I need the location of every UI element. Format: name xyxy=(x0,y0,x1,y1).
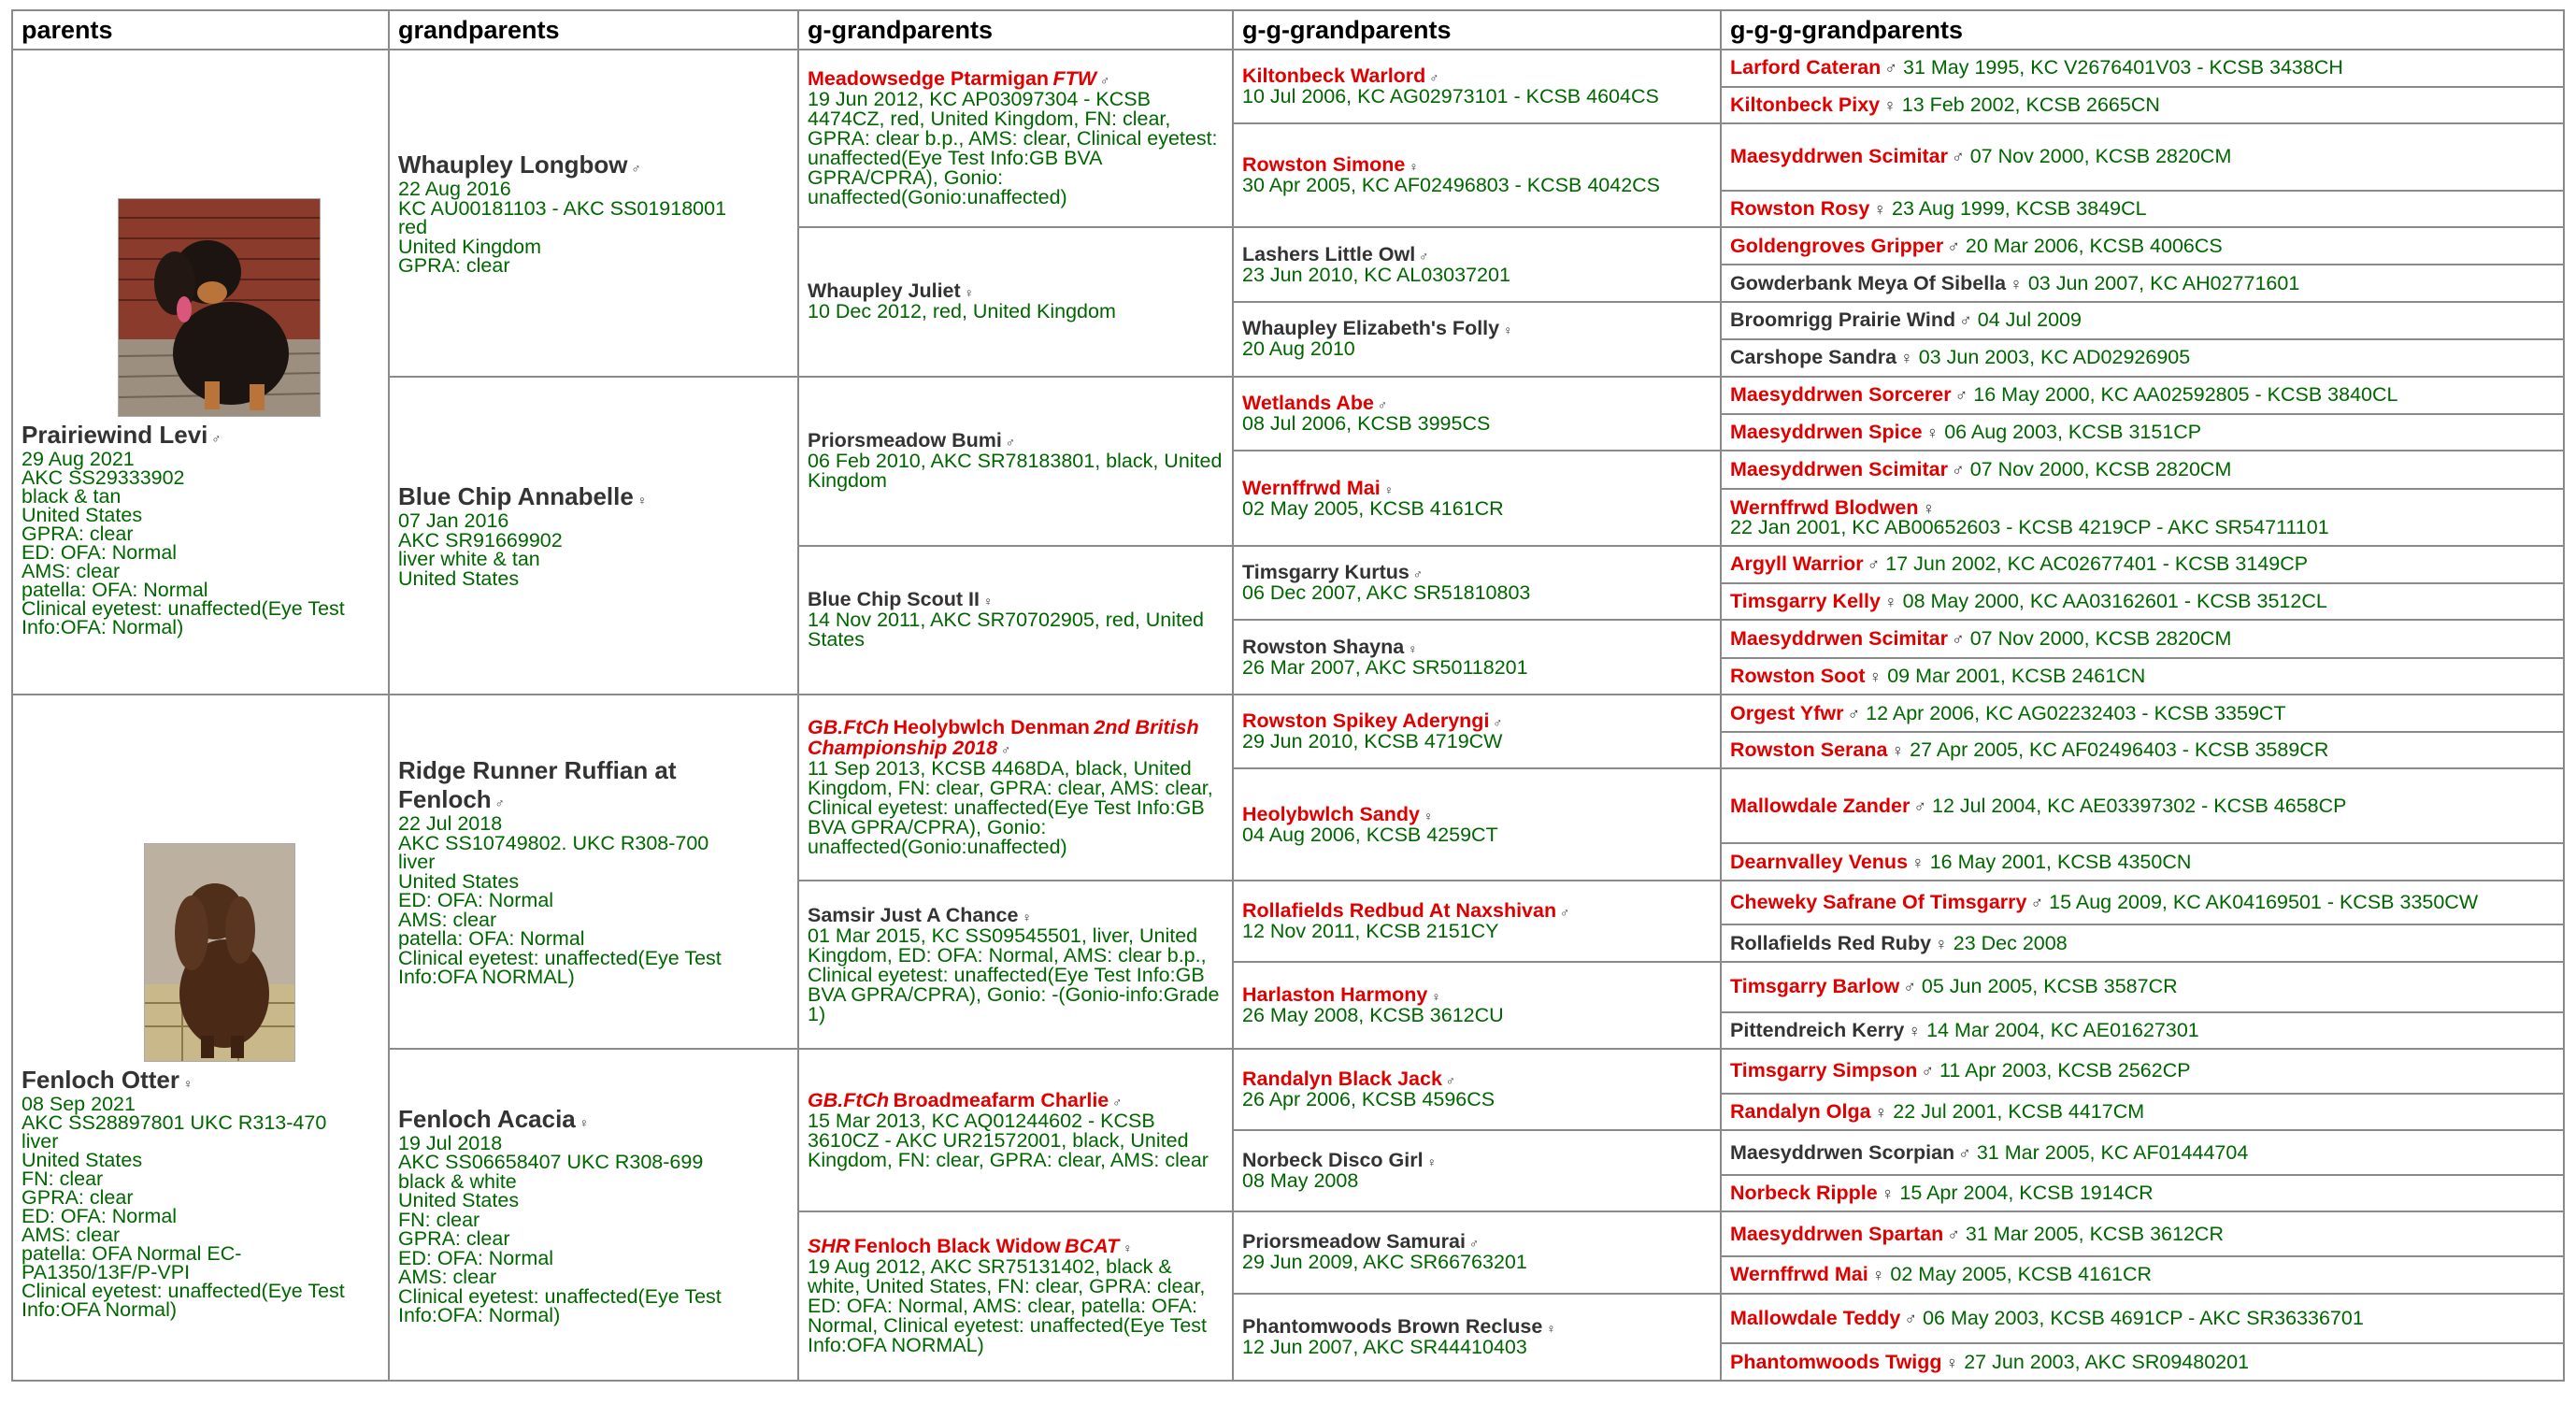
g-g-g-grandparent-name[interactable]: Maesyddrwen Scorpian xyxy=(1730,1140,1955,1164)
header-parents: parents xyxy=(12,10,389,50)
g-g-g-grandparent-details: 16 May 2000, KC AA02592805 - KCSB 3840CL xyxy=(1973,383,2398,407)
male-icon: ♂ xyxy=(1947,236,1960,256)
grandparent-name[interactable]: Blue Chip Annabelle xyxy=(398,482,634,511)
g-g-g-grandparent-cell xyxy=(1721,1012,2564,1050)
g-g-grandparent-details: 30 Apr 2005, KC AF02496803 - KCSB 4042CS xyxy=(1242,174,1661,197)
g-g-g-grandparent-details: 07 Nov 2000, KCSB 2820CM xyxy=(1969,457,2232,480)
grandparent-details: 22 Jul 2018 AKC SS10749802. UKC R308-700 liver United States ED: OFA: Normal AMS: clear patella: OFA: Normal Clinical eyetest: unaffected(Eye Test Info:OFA NORMAL) xyxy=(398,812,722,989)
dam-name[interactable]: Fenloch Otter xyxy=(21,1065,180,1094)
g-g-g-grandparent-details: 05 Jun 2005, KCSB 3587CR xyxy=(1921,975,2178,998)
g-g-g-grandparent-cell xyxy=(1721,843,2564,881)
g-g-grandparent-cell xyxy=(1233,768,1721,881)
g-g-grandparent-name[interactable]: Norbeck Disco Girl xyxy=(1242,1149,1424,1172)
g-g-g-grandparent-name[interactable]: Argyll Warrior xyxy=(1730,552,1864,576)
g-g-g-grandparent-cell xyxy=(1721,1049,2564,1094)
g-g-grandparent-cell xyxy=(1233,1211,1721,1293)
g-g-g-grandparent-details: 22 Jul 2001, KCSB 4417CM xyxy=(1893,1100,2145,1123)
g-g-g-grandparent-cell xyxy=(1721,583,2564,621)
female-icon: ♀ xyxy=(1503,323,1513,338)
g-g-g-grandparent-cell xyxy=(1721,1175,2564,1212)
title-prefix: SHR xyxy=(808,1235,851,1258)
g-grandparent-name[interactable]: Priorsmeadow Bumi xyxy=(808,429,1002,452)
g-g-g-grandparent-name[interactable]: Rowston Soot xyxy=(1730,664,1866,687)
g-g-g-grandparent-details: 27 Apr 2005, KC AF02496403 - KCSB 3589CR xyxy=(1910,738,2329,762)
g-grandparent-cell xyxy=(798,1211,1233,1381)
g-g-g-grandparent-details: 31 Mar 2005, KCSB 3612CR xyxy=(1965,1222,2224,1245)
g-g-g-grandparent-details: 23 Dec 2008 xyxy=(1953,931,2068,954)
g-grandparent-cell xyxy=(798,227,1233,376)
g-g-grandparent-name[interactable]: Rollafields Redbud At Naxshivan xyxy=(1242,899,1557,923)
female-icon: ♀ xyxy=(982,595,994,609)
g-g-g-grandparent-details: 06 Aug 2003, KCSB 3151CP xyxy=(1944,421,2202,444)
g-g-g-grandparent-details: 27 Jun 2003, AKC SR09480201 xyxy=(1964,1350,2250,1373)
female-icon: ♀ xyxy=(1426,1155,1437,1170)
g-g-g-grandparent-cell xyxy=(1721,339,2564,377)
g-g-g-grandparent-cell xyxy=(1721,732,2564,769)
male-icon: ♂ xyxy=(1419,249,1429,264)
female-icon: ♀ xyxy=(1423,809,1434,824)
female-icon: ♀ xyxy=(1911,852,1925,872)
g-g-g-grandparent-name[interactable]: Orgest Yfwr xyxy=(1730,701,1844,724)
g-grandparent-cell xyxy=(798,546,1233,695)
grandparent-details: 19 Jul 2018 AKC SS06658407 UKC R308-699 black & white United States FN: clear GPRA: clear ED: OFA: Normal AMS: clear Clinical eyetest: unaffected(Eye Test Info:OFA: Normal) xyxy=(398,1131,722,1327)
g-g-grandparent-cell xyxy=(1233,546,1721,621)
g-g-g-grandparent-name[interactable]: Mallowdale Zander xyxy=(1730,794,1911,817)
g-g-grandparent-name[interactable]: Rowston Shayna xyxy=(1242,635,1405,658)
g-g-g-grandparent-name[interactable]: Maesyddrwen Spice xyxy=(1730,421,1923,444)
header-g-g-grandparents: g-g-grandparents xyxy=(1233,10,1721,50)
g-g-g-grandparent-name[interactable]: Rollafields Red Ruby xyxy=(1730,931,1932,954)
g-g-g-grandparent-details: 15 Apr 2004, KCSB 1914CR xyxy=(1899,1182,2154,1205)
g-grandparent-details: 19 Jun 2012, KC AP03097304 - KCSB 4474CZ, red, United Kingdom, FN: clear, GPRA: clear b.p., AMS: clear, Clinical eyetest: unaffected(Eye Test Info:GB BVA GPRA/CPRA), Gonio: unaffected(Gonio:unaffected) xyxy=(808,88,1218,209)
g-g-g-grandparent-name[interactable]: Timsgarry Barlow xyxy=(1730,975,1900,998)
grandparent-cell xyxy=(389,50,798,377)
grandparent-name[interactable]: Ridge Runner Ruffian at Fenloch xyxy=(398,756,677,814)
g-grandparent-details: 15 Mar 2013, KC AQ01244602 - KCSB 3610CZ - AKC UR21572001, black, United Kingdom, FN: clear, GPRA: clear, AMS: clear xyxy=(808,1109,1209,1171)
g-g-grandparent-details: 26 Mar 2007, AKC SR50118201 xyxy=(1242,655,1528,679)
g-g-g-grandparent-name[interactable]: Maesyddrwen Scimitar xyxy=(1730,627,1949,651)
g-g-g-grandparent-details: 13 Feb 2002, KCSB 2665CN xyxy=(1901,93,2160,116)
male-icon: ♂ xyxy=(211,431,222,446)
g-g-g-grandparent-cell xyxy=(1721,1211,2564,1256)
g-g-g-grandparent-name[interactable]: Mallowdale Teddy xyxy=(1730,1306,1901,1329)
g-g-grandparent-details: 02 May 2005, KCSB 4161CR xyxy=(1242,496,1504,520)
male-icon: ♂ xyxy=(1468,1237,1480,1252)
g-g-g-grandparent-cell xyxy=(1721,924,2564,962)
g-g-grandparent-details: 12 Nov 2011, KCSB 2151CY xyxy=(1242,920,1499,943)
g-g-g-grandparent-details: 02 May 2005, KCSB 4161CR xyxy=(1890,1263,2153,1286)
female-icon: ♀ xyxy=(1891,740,1905,761)
g-g-g-grandparent-details: 22 Jan 2001, KC AB00652603 - KCSB 4219CP - AKC SR54711101 xyxy=(1730,515,2329,538)
g-g-grandparent-cell xyxy=(1233,1294,1721,1381)
g-grandparent-details: 01 Mar 2015, KC SS09545501, liver, United Kingdom, ED: OFA: Normal, AMS: clear b.p., Clinical eyetest: unaffected(Eye Test Info:GB BVA GPRA/CPRA), Gonio: -(Gonio-info:Grade 1) xyxy=(808,924,1220,1025)
g-g-g-grandparent-name[interactable]: Maesyddrwen Scimitar xyxy=(1730,145,1949,168)
g-g-grandparent-name[interactable]: Whaupley Elizabeth's Folly xyxy=(1242,317,1500,340)
female-icon: ♀ xyxy=(1881,1183,1895,1204)
g-g-grandparent-cell xyxy=(1233,881,1721,962)
female-icon: ♀ xyxy=(1874,1102,1888,1122)
g-g-g-grandparent-cell xyxy=(1721,1294,2564,1344)
female-icon: ♀ xyxy=(1383,482,1394,497)
g-g-grandparent-details: 10 Jul 2006, KC AG02973101 - KCSB 4604CS xyxy=(1242,85,1659,108)
g-g-grandparent-cell xyxy=(1233,377,1721,451)
g-g-g-grandparent-name[interactable]: Wernffrwd Mai xyxy=(1730,1263,1868,1286)
header-g-g-g-grandparents: g-g-g-grandparents xyxy=(1721,10,2564,50)
female-icon: ♀ xyxy=(2010,273,2023,294)
g-grandparent-cell xyxy=(798,881,1233,1049)
g-g-grandparent-details: 26 Apr 2006, KCSB 4596CS xyxy=(1242,1088,1496,1111)
female-icon: ♀ xyxy=(964,286,974,301)
g-g-g-grandparent-cell xyxy=(1721,658,2564,695)
g-g-grandparent-cell xyxy=(1233,620,1721,695)
dam-cell xyxy=(12,695,389,1381)
g-g-grandparent-details: 12 Jun 2007, AKC SR44410403 xyxy=(1242,1335,1527,1358)
male-icon: ♂ xyxy=(494,796,505,811)
grandparent-cell xyxy=(389,1049,798,1381)
male-icon: ♂ xyxy=(1100,74,1110,89)
male-icon: ♂ xyxy=(1001,743,1011,758)
grandparent-details: 22 Aug 2016 KC AU00181103 - AKC SS01918001 red United Kingdom GPRA: clear xyxy=(398,178,727,278)
g-g-g-grandparent-cell xyxy=(1721,962,2564,1012)
g-g-g-grandparent-name[interactable]: Maesyddrwen Scimitar xyxy=(1730,457,1949,480)
male-icon: ♂ xyxy=(1913,795,1927,816)
title-suffix: FTW xyxy=(1052,67,1097,91)
g-g-g-grandparent-details: 15 Aug 2009, KC AK04169501 - KCSB 3350CW xyxy=(2049,891,2479,914)
g-g-g-grandparent-cell xyxy=(1721,768,2564,843)
g-grandparent-details: 19 Aug 2012, AKC SR75131402, black & white, United States, FN: clear, GPRA: clear, ED: OFA: Normal, AMS: clear, patella: OFA: Normal, Clinical eyetest: unaffected(Eye Test Info:OFA NORMAL) xyxy=(808,1255,1208,1357)
g-g-g-grandparent-cell xyxy=(1721,881,2564,925)
female-icon: ♀ xyxy=(1935,933,1948,953)
g-grandparent-details: 11 Sep 2013, KCSB 4468DA, black, United Kingdom, FN: clear, GPRA: clear, AMS: clear, Clinical eyetest: unaffected(Eye Test Info:GB BVA GPRA/CPRA), Gonio: unaffected(Gonio:unaffected) xyxy=(808,757,1213,859)
g-g-g-grandparent-cell xyxy=(1721,414,2564,451)
female-icon: ♀ xyxy=(1922,497,1936,518)
female-icon: ♀ xyxy=(579,1115,589,1130)
female-icon: ♀ xyxy=(1409,160,1419,175)
g-g-grandparent-name[interactable]: Timsgarry Kurtus xyxy=(1242,561,1410,584)
g-g-grandparent-cell xyxy=(1233,695,1721,768)
g-g-g-grandparent-cell xyxy=(1721,302,2564,339)
male-icon: ♂ xyxy=(1921,1061,1935,1082)
g-g-g-grandparent-name[interactable]: Timsgarry Kelly xyxy=(1730,590,1881,613)
g-g-grandparent-cell xyxy=(1233,50,1721,123)
g-g-grandparent-cell xyxy=(1233,451,1721,545)
male-icon: ♂ xyxy=(1412,567,1424,582)
g-grandparent-cell xyxy=(798,695,1233,881)
male-icon: ♂ xyxy=(1560,906,1570,921)
grandparent-name[interactable]: Fenloch Acacia xyxy=(398,1104,576,1133)
female-icon: ♀ xyxy=(1883,592,1897,612)
female-icon: ♀ xyxy=(1925,423,1939,443)
g-g-grandparent-name[interactable]: Harlaston Harmony xyxy=(1242,983,1428,1007)
female-icon: ♀ xyxy=(1945,1352,1959,1372)
g-g-g-grandparent-details: 12 Apr 2006, KC AG02232403 - KCSB 3359CT xyxy=(1866,701,2286,724)
g-g-grandparent-name[interactable]: Phantomwoods Brown Recluse xyxy=(1242,1314,1543,1338)
g-g-grandparent-cell xyxy=(1233,302,1721,377)
male-icon: ♂ xyxy=(1884,58,1897,79)
g-g-g-grandparent-cell xyxy=(1721,265,2564,302)
g-g-g-grandparent-details: 03 Jun 2003, KC AD02926905 xyxy=(1918,346,2191,369)
g-g-g-grandparent-name[interactable]: Cheweky Safrane Of Timsgarry xyxy=(1730,891,2027,914)
g-g-g-grandparent-details: 09 Mar 2001, KCSB 2461CN xyxy=(1887,664,2146,687)
sire-photo[interactable] xyxy=(118,198,321,417)
header-row xyxy=(12,10,2564,50)
g-g-g-grandparent-name[interactable]: Larford Cateran xyxy=(1730,56,1882,79)
female-icon: ♀ xyxy=(1900,348,1913,368)
g-g-g-grandparent-cell xyxy=(1721,191,2564,228)
g-g-g-grandparent-name[interactable]: Kiltonbeck Pixy xyxy=(1730,93,1881,116)
pedigree-table xyxy=(11,9,2565,1382)
g-g-grandparent-cell xyxy=(1233,1130,1721,1211)
g-g-g-grandparent-name[interactable]: Maesyddrwen Spartan xyxy=(1730,1222,1944,1245)
g-grandparent-cell xyxy=(798,50,1233,227)
g-g-grandparent-details: 26 May 2008, KCSB 3612CU xyxy=(1242,1004,1504,1027)
male-icon: ♂ xyxy=(1952,147,1965,167)
grandparent-details: 07 Jan 2016 AKC SR91669902 liver white & tan United States xyxy=(398,509,563,590)
g-g-g-grandparent-cell xyxy=(1721,123,2564,190)
g-g-g-grandparent-cell xyxy=(1721,695,2564,732)
g-g-grandparent-name[interactable]: Randalyn Black Jack xyxy=(1242,1067,1442,1091)
g-grandparent-details: 14 Nov 2011, AKC SR70702905, red, United States xyxy=(808,609,1204,652)
g-g-g-grandparent-name[interactable]: Norbeck Ripple xyxy=(1730,1182,1878,1205)
grandparent-cell xyxy=(389,695,798,1049)
female-icon: ♀ xyxy=(1546,1321,1556,1336)
g-grandparent-name[interactable]: Fenloch Black Widow xyxy=(853,1235,1061,1258)
female-icon: ♀ xyxy=(1022,910,1032,924)
title-suffix: 2nd British Championship 2018 xyxy=(808,716,1199,760)
g-g-g-grandparent-name[interactable]: Gowderbank Meya Of Sibella xyxy=(1730,271,2007,294)
g-g-g-grandparent-details: 08 May 2000, KC AA03162601 - KCSB 3512CL xyxy=(1902,590,2327,613)
g-g-g-grandparent-cell xyxy=(1721,1256,2564,1294)
g-g-grandparent-name[interactable]: Priorsmeadow Samurai xyxy=(1242,1230,1466,1254)
female-icon: ♀ xyxy=(1123,1241,1133,1256)
female-icon: ♀ xyxy=(637,494,648,509)
sire-details: 29 Aug 2021 AKC SS29333902 black & tan United States GPRA: clear ED: OFA: Normal AMS: clear patella: OFA: Normal Clinical eyetest: unaffected(Eye Test Info:OFA: Normal) xyxy=(21,447,345,638)
sire-cell xyxy=(12,50,389,695)
g-grandparent-name[interactable]: Meadowsedge Ptarmigan xyxy=(808,67,1050,91)
g-g-g-grandparent-details: 11 Apr 2003, KCSB 2562CP xyxy=(1939,1059,2191,1082)
g-g-grandparent-name[interactable]: Heolybwlch Sandy xyxy=(1242,802,1420,825)
g-g-g-grandparent-cell xyxy=(1721,620,2564,657)
g-g-g-grandparent-details: 31 May 1995, KC V2676401V03 - KCSB 3438CH xyxy=(1902,56,2343,79)
g-g-grandparent-name[interactable]: Rowston Simone xyxy=(1242,153,1406,177)
g-g-g-grandparent-cell xyxy=(1721,489,2564,546)
g-g-g-grandparent-name[interactable]: Timsgarry Simpson xyxy=(1730,1059,1918,1082)
g-g-g-grandparent-cell xyxy=(1721,1094,2564,1131)
male-icon: ♂ xyxy=(1112,1095,1123,1110)
female-icon: ♀ xyxy=(1431,990,1441,1005)
male-icon: ♂ xyxy=(1005,436,1016,451)
title-prefix: GB.FtCh xyxy=(808,716,890,739)
g-g-g-grandparent-details: 17 Jun 2002, KC AC02677401 - KCSB 3149CP xyxy=(1885,552,2309,576)
g-g-grandparent-details: 29 Jun 2009, AKC SR66763201 xyxy=(1242,1251,1527,1274)
g-g-grandparent-cell xyxy=(1233,123,1721,227)
g-g-g-grandparent-name[interactable]: Maesyddrwen Sorcerer xyxy=(1730,383,1952,407)
g-g-g-grandparent-name[interactable]: Wernffrwd Blodwen xyxy=(1730,495,1919,519)
male-icon: ♂ xyxy=(1959,310,1972,331)
female-icon: ♀ xyxy=(1883,94,1896,115)
male-icon: ♂ xyxy=(1493,716,1503,731)
g-g-g-grandparent-cell xyxy=(1721,546,2564,583)
male-icon: ♂ xyxy=(1847,703,1861,723)
male-icon: ♂ xyxy=(631,162,641,177)
male-icon: ♂ xyxy=(1952,629,1965,650)
g-g-g-grandparent-details: 04 Jul 2009 xyxy=(1977,308,2082,332)
grandparent-name[interactable]: Whaupley Longbow xyxy=(398,150,628,179)
female-icon: ♀ xyxy=(1408,641,1418,656)
male-icon: ♂ xyxy=(1954,385,1968,406)
g-grandparent-name[interactable]: Samsir Just A Chance xyxy=(808,903,1019,926)
g-g-g-grandparent-details: 23 Aug 1999, KCSB 3849CL xyxy=(1892,196,2147,220)
female-icon: ♀ xyxy=(1908,1020,1922,1040)
sire-name[interactable]: Prairiewind Levi xyxy=(21,420,208,449)
g-g-grandparent-details: 29 Jun 2010, KCSB 4719CW xyxy=(1242,730,1503,753)
g-g-grandparent-name[interactable]: Kiltonbeck Warlord xyxy=(1242,64,1426,88)
title-prefix: GB.FtCh xyxy=(808,1088,890,1111)
male-icon: ♂ xyxy=(1445,1074,1456,1089)
g-g-g-grandparent-details: 12 Jul 2004, KC AE03397302 - KCSB 4658CP xyxy=(1932,794,2347,817)
g-g-g-grandparent-details: 07 Nov 2000, KCSB 2820CM xyxy=(1969,627,2232,651)
g-g-g-grandparent-name[interactable]: Goldengroves Gripper xyxy=(1730,234,1944,257)
g-grandparent-name[interactable]: Broadmeafarm Charlie xyxy=(893,1088,1109,1111)
female-icon: ♀ xyxy=(1871,1265,1885,1285)
g-g-g-grandparent-name[interactable]: Rowston Serana xyxy=(1730,738,1888,762)
g-g-g-grandparent-cell xyxy=(1721,377,2564,414)
g-g-g-grandparent-details: 14 Mar 2004, KC AE01627301 xyxy=(1926,1018,2199,1041)
g-g-g-grandparent-cell xyxy=(1721,451,2564,488)
g-g-grandparent-details: 20 Aug 2010 xyxy=(1242,337,1355,361)
g-g-g-grandparent-cell xyxy=(1721,1343,2564,1381)
g-g-g-grandparent-details: 06 May 2003, KCSB 4691CP - AKC SR36336701 xyxy=(1923,1306,2364,1329)
g-g-g-grandparent-name[interactable]: Dearnvalley Venus xyxy=(1730,850,1909,873)
male-icon: ♂ xyxy=(1904,1308,1918,1328)
g-g-g-grandparent-details: 16 May 2001, KCSB 4350CN xyxy=(1929,850,2192,873)
title-suffix: BCAT xyxy=(1065,1235,1120,1258)
male-icon: ♂ xyxy=(1377,398,1388,412)
g-g-g-grandparent-name[interactable]: Pittendreich Kerry xyxy=(1730,1018,1905,1041)
g-g-grandparent-details: 06 Dec 2007, AKC SR51810803 xyxy=(1242,581,1531,605)
g-grandparent-name[interactable]: Heolybwlch Denman xyxy=(893,716,1090,739)
g-g-g-grandparent-name[interactable]: Carshope Sandra xyxy=(1730,346,1897,369)
g-g-g-grandparent-name[interactable]: Rowston Rosy xyxy=(1730,196,1870,220)
header-grandparents: grandparents xyxy=(389,10,798,50)
g-g-grandparent-name[interactable]: Lashers Little Owl xyxy=(1242,242,1416,265)
male-icon: ♂ xyxy=(1429,71,1439,86)
male-icon: ♂ xyxy=(1867,554,1881,575)
male-icon: ♂ xyxy=(1947,1224,1960,1244)
dam-photo[interactable] xyxy=(144,843,295,1062)
male-icon: ♂ xyxy=(2030,893,2044,913)
female-icon: ♀ xyxy=(183,1076,193,1091)
g-g-g-grandparent-name[interactable]: Phantomwoods Twigg xyxy=(1730,1350,1942,1373)
g-g-g-grandparent-details: 31 Mar 2005, KC AF01444704 xyxy=(1976,1140,2249,1164)
female-icon: ♀ xyxy=(1868,666,1882,686)
g-grandparent-name[interactable]: Blue Chip Scout II xyxy=(808,588,980,611)
g-grandparent-cell xyxy=(798,377,1233,546)
g-g-grandparent-cell xyxy=(1233,227,1721,302)
g-g-g-grandparent-cell xyxy=(1721,227,2564,265)
g-g-g-grandparent-cell xyxy=(1721,1130,2564,1175)
g-grandparent-details: 06 Feb 2010, AKC SR78183801, black, United Kingdom xyxy=(808,450,1223,493)
male-icon: ♂ xyxy=(1903,977,1916,997)
g-grandparent-name[interactable]: Whaupley Juliet xyxy=(808,279,961,303)
g-g-grandparent-details: 08 Jul 2006, KCSB 3995CS xyxy=(1242,412,1491,435)
dam-details: 08 Sep 2021 AKC SS28897801 UKC R313-470 liver United States FN: clear GPRA: clear ED: OFA: Normal AMS: clear patella: OFA Normal EC- PA1350/13F/P-VPI Clinical eyetest: unaffected(Eye Test Info:OFA Normal) xyxy=(21,1092,345,1321)
header-g-grandparents: g-grandparents xyxy=(798,10,1233,50)
g-g-grandparent-cell xyxy=(1233,962,1721,1049)
grandparent-cell xyxy=(389,377,798,695)
g-g-grandparent-details: 08 May 2008 xyxy=(1242,1169,1359,1193)
g-g-grandparent-name[interactable]: Wernffrwd Mai xyxy=(1242,476,1381,499)
g-grandparent-cell xyxy=(798,1049,1233,1211)
g-g-grandparent-details: 23 Jun 2010, KC AL03037201 xyxy=(1242,263,1510,286)
g-g-g-grandparent-name[interactable]: Randalyn Olga xyxy=(1730,1100,1871,1123)
male-icon: ♂ xyxy=(1958,1142,1971,1163)
g-g-g-grandparent-name[interactable]: Broomrigg Prairie Wind xyxy=(1730,308,1956,332)
g-g-grandparent-cell xyxy=(1233,1049,1721,1130)
g-g-g-grandparent-details: 20 Mar 2006, KCSB 4006CS xyxy=(1965,234,2223,257)
female-icon: ♀ xyxy=(1873,198,1887,219)
g-g-grandparent-name[interactable]: Wetlands Abe xyxy=(1242,392,1374,414)
g-grandparent-details: 10 Dec 2012, red, United Kingdom xyxy=(808,300,1116,323)
g-g-g-grandparent-details: 07 Nov 2000, KCSB 2820CM xyxy=(1969,145,2232,168)
male-icon: ♂ xyxy=(1952,459,1965,480)
g-g-g-grandparent-details: 03 Jun 2007, KC AH02771601 xyxy=(2027,271,2300,294)
g-g-g-grandparent-cell xyxy=(1721,87,2564,124)
g-g-grandparent-name[interactable]: Rowston Spikey Aderyngi xyxy=(1242,709,1490,733)
g-g-grandparent-details: 04 Aug 2006, KCSB 4259CT xyxy=(1242,823,1498,846)
g-g-g-grandparent-cell xyxy=(1721,50,2564,87)
